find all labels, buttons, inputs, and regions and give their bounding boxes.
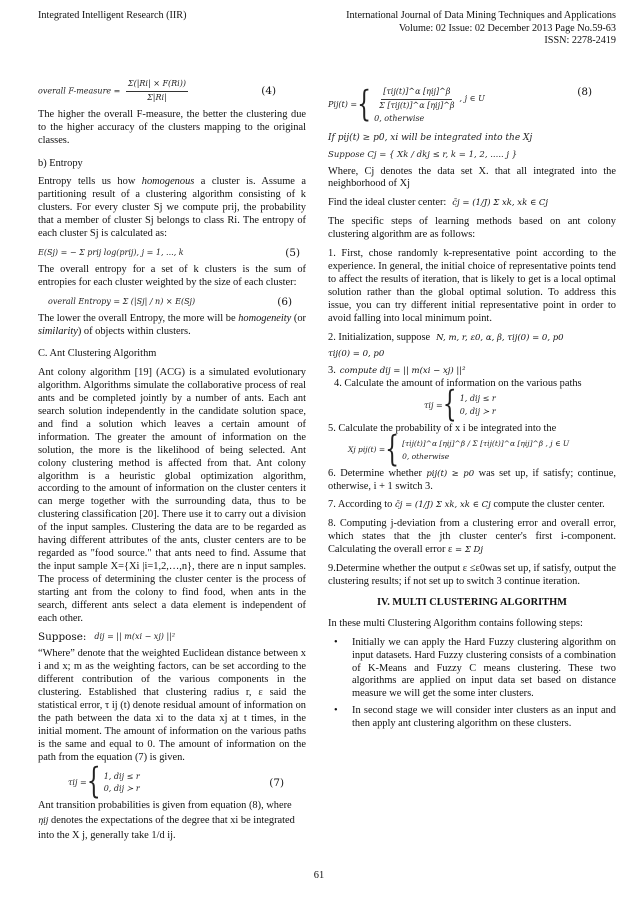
eq7-case1: 1, dij ≤ r	[103, 771, 140, 781]
paragraph-overall-entropy: The overall entropy for a set of k clusters is the sum of entropies for each cluster weighted by the size of each cluster:	[38, 263, 306, 288]
step2-line	[328, 332, 616, 345]
paragraph-eta	[38, 815, 306, 828]
eq4-label: (4)	[261, 84, 276, 97]
cluster-center-label: Find the ideal cluster center:	[328, 197, 447, 209]
paragraph-step1: 1. First, chose randomly k-representative point according to the experience. In general, the initial choice of representative points tend to affect the results of iteration, that is likely to get is a local optimal solution rather than the global optimal solution. To address this issue, you can try different initial representative point in order to avoid falling into local minimum point.	[328, 248, 616, 324]
eq8-brace: {	[357, 85, 372, 126]
eq8-lhs: Pij(t) =	[328, 100, 358, 110]
paragraph-acg: Ant colony algorithm [19] (ACG) is a simulated evolutionary algorithm. Algorithms simulate the collaborative process of real ants and be completed jointly by a number of ants. Each ant search solution independently in the candidate solution space, and find a solution which leaves a certain amount of information. The greater the amount of information on the solution, the more is the likelihood of being selected. Ant colony clustering method is affected from that. Ant colony algorithm is a heuristic global optimization algorithm, according to the amount of information on the cluster centers it can merge together with the surrounding data, thus to be clustering classification [20]. There use it to carry out a division of the input samples. Clustering the data are to be regarded as having different attributes of the ants, cluster centers are to be regarded as "food source." that ants need to find. Assume that the input sample X={Xi |i=1,2,…,n}, there are n input samples. The process of determining the cluster center is the process of starting ant from the colony to find food, when ants in the search, different ants select a data element is independent of each other.	[38, 367, 306, 624]
eq6-label: (6)	[277, 295, 292, 308]
entropy-heading: b) Entropy	[38, 157, 83, 169]
step2-eq: N, m, r, ε0, α, β, τij(0) = 0, p0	[436, 332, 564, 343]
step5-text: 5. Calculate the probability of x i be integrated into the	[328, 422, 557, 434]
equation-6	[38, 296, 306, 309]
step6-eq: pij(t) ≥ p0	[426, 468, 475, 479]
eq7-case2: 0, dij ≻ r	[103, 784, 140, 794]
step4-brace: {	[442, 385, 457, 426]
journal-header-left	[38, 10, 187, 23]
step5-case1: [τij(t)]^α [ηij]^β / Σ [τij(t)]^α [ηij]^β , j ∈ U	[402, 438, 570, 448]
step5-lhs: Xj pij(t) =	[348, 445, 386, 455]
bullet-item: • Initially we can apply the Hard Fuzzy clustering algorithm on input datasets. Hard Fuzzy clustering consists of a combination of K-Means and Fuzzy C means clustering. These two algorithms are applied on input data set based on distance measure we will get the some inter clusters.	[352, 637, 616, 702]
homog-text-c: ) of objects within clusters.	[77, 325, 191, 337]
if-integrated-line: If pij(t) ≥ p0, xi will be integrated into the Xj	[328, 132, 533, 143]
eq4-denominator: Σ|Ri|	[147, 92, 167, 102]
step8-eq: = Σ Dj	[455, 545, 483, 556]
step5-case2: 0, otherwise	[402, 451, 450, 461]
paragraph-step7	[328, 499, 616, 512]
eq8-fraction	[377, 86, 456, 113]
step5-equation	[348, 429, 616, 470]
step4-lhs: τij =	[424, 400, 443, 410]
step3-label: 3.	[328, 365, 336, 377]
homog-text-b: (or	[291, 312, 306, 324]
header-right-line1: International Journal of Data Mining Techniques and Applications	[346, 10, 616, 21]
homog-em2: similarity	[38, 325, 78, 337]
suppose-label: Suppose:	[38, 631, 87, 644]
cluster-center-line	[328, 197, 616, 210]
transition-text: Ant transition probabilities is given from equation (8), where	[38, 800, 292, 812]
steps-bullet-list	[328, 637, 616, 731]
paragraph-entropy	[38, 176, 306, 241]
eq4-fraction	[126, 78, 188, 105]
paragraph-homogeneity	[38, 313, 306, 339]
entropy-emphasis: homogenous	[141, 176, 195, 188]
page-number: 61	[313, 870, 325, 881]
suppose-cj-line: Suppose Cj = { Xk / dkj ≤ r, k = 1, 2, ..... j }	[328, 149, 518, 160]
step6-text-b: was set up, if satisfy; continue, otherwise, i + 1 switch 3.	[328, 467, 616, 492]
left-column	[38, 70, 306, 849]
step3-line	[328, 365, 616, 378]
eq8-case2: 0, otherwise	[374, 113, 425, 123]
eq8-denominator: Σ [τij(t)]^α [ηij]^β	[379, 100, 455, 110]
step2-eq-line2: τij(0) = 0, p0	[328, 349, 385, 360]
paragraph-step9: 9.Determine whether the output ε ≤ε0was set up, if satisfy, output the clustering results; if not set up to switch 3 continue iteration.	[328, 563, 616, 587]
eq4-numerator: Σ(|Ri| × F(Ri))	[126, 78, 188, 92]
cluster-center-eq: c̄j = (1/J) Σ xk, xk ∈ Cj	[452, 198, 549, 209]
eq8-condition: , j ∈ U	[459, 93, 485, 103]
bullet-item: • In second stage we will consider inter clusters as an input and then apply ant clustering algorithm on these clusters.	[352, 705, 616, 731]
step4-text: 4. Calculate the amount of information on the various paths	[334, 378, 582, 390]
header-left-text: Integrated Intelligent Research (IIR)	[38, 10, 187, 21]
step4-equation	[424, 385, 616, 426]
section-title: IV. MULTI CLUSTERING ALGORITHM	[377, 596, 567, 608]
entropy-text-b: a cluster is. Assume a partitioning result of a clustering algorithm consisting of k clusters. For every cluster Sj we compute prij, the probability that a member of cluster Sj belongs to class Ri. The entropy of each cluster Sj is calculated as:	[38, 176, 306, 240]
step4-case2: 0, dij ≻ r	[459, 407, 496, 417]
step8-text: 8. Computing j-deviation from a clustering error and overall error, which states that the jth cluster center's first i-component. Calculating the overall error ε	[328, 518, 616, 556]
eta-symbol: ηij	[38, 816, 49, 827]
eq5-body: E(Sj) = − Σ prij log(prij), j = 1, ..., k	[38, 247, 184, 257]
step4-case1: 1, dij ≤ r	[459, 394, 496, 404]
paragraph-where: “Where” denote that the weighted Euclidean distance between x i and x; m as the weighting factors, can be set according to the different contribution of the various components in the clustering. Established that clustering radius r, ε said the statistical error, τ ij (t) denote residual amount of information on the path between the data xi to the data xj at t times, in the initial moment. The amount of information on the various paths is the same and equal to 0. The amount of information on the path from the equation (7) is given.	[38, 648, 306, 763]
right-column	[328, 82, 616, 735]
paragraph-transition	[38, 800, 306, 813]
paragraph-multi-intro: In these multi Clustering Algorithm contains following steps:	[328, 617, 583, 629]
step3-eq: compute dij = || m(xi − xj) ||²	[339, 366, 466, 377]
suppose-equation	[38, 631, 306, 644]
step7-text-b: compute the cluster center.	[493, 499, 605, 511]
eq8-label: (8)	[577, 86, 592, 98]
equation-5	[38, 247, 306, 260]
journal-header-right	[346, 10, 616, 48]
equation-8	[328, 86, 616, 126]
paragraph-step8	[328, 518, 616, 557]
step7-text-a: 7. According to	[328, 499, 393, 511]
eq6-body: overall Entropy = Σ (|Sj| / n) × E(Sj)	[48, 296, 196, 306]
header-right-line2: Volume: 02 Issue: 02 December 2013 Page No.59-63	[398, 22, 616, 34]
acg-heading: C. Ant Clustering Algorithm	[38, 348, 157, 360]
eta-text: denotes the expectations of the degree that xi be integrated	[48, 815, 295, 827]
paragraph-step6	[328, 468, 616, 494]
step7-eq: c̄j = (1/J) Σ xk, xk ∈ Cj	[394, 500, 491, 511]
eq8-numerator: [τij(t)]^α [ηij]^β	[381, 86, 452, 100]
entropy-text-a: Entropy tells us how	[38, 176, 142, 188]
suppose-eq: dij = || m(xi − xj) ||²	[94, 632, 176, 642]
step6-text-a: 6. Determine whether	[328, 467, 422, 479]
homog-em1: homogeneity	[238, 312, 292, 324]
equation-7	[38, 762, 306, 803]
eq4-lhs: overall F-measure =	[38, 86, 121, 96]
paragraph-cj: Where, Cj denotes the data set X. that all integrated into the neighborhood of Xj	[328, 165, 616, 190]
step2-label: 2. Initialization, suppose	[328, 331, 431, 343]
step5-brace: {	[385, 429, 400, 470]
eq7-brace: {	[86, 762, 101, 803]
eq7-lhs: τij =	[68, 777, 87, 787]
paragraph-steps-intro: The specific steps of learning methods based on ant colony clustering algorithm are as follows:	[328, 216, 616, 241]
eq5-label: (5)	[285, 246, 300, 259]
header-right-line3: ISSN: 2278-2419	[544, 35, 616, 47]
eq7-label: (7)	[269, 776, 284, 789]
paragraph-fmeasure: The higher the overall F-measure, the better the clustering due to the higher accuracy of the clusters mapping to the original classes.	[38, 108, 306, 146]
homog-text-a: The lower the overall Entropy, the more will be	[38, 312, 239, 324]
equation-4	[38, 78, 306, 105]
paragraph-integrated: into the X j, generally take 1/d ij.	[38, 830, 176, 842]
